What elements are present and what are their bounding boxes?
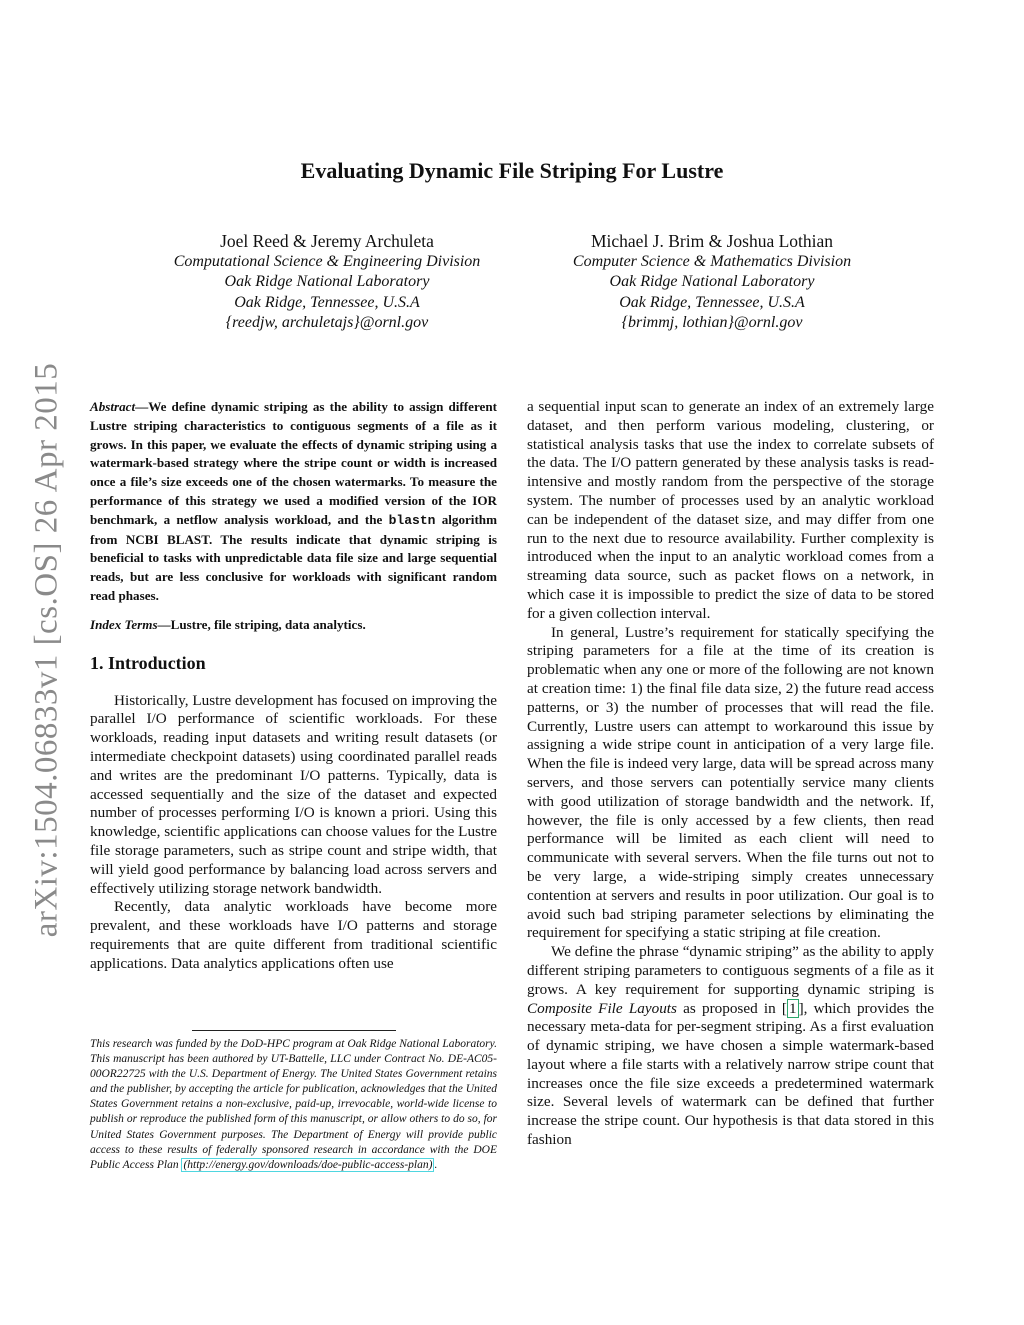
author-names: Michael J. Brim & Joshua Lothian — [590, 231, 834, 251]
abstract-text-b: algorithm from NCBI BLAST. The results indicate that dynamic striping is beneficial to tasks with unpredictable data file size and large sequential reads, but are less conclusive for workloads with significant random read phases. — [90, 511, 497, 603]
paragraph: In general, Lustre’s requirement for statically specifying the striping parameters for a file at the time of its creation is problematic when any one or more of the following are not known at creation time: 1) the final file data size, 2) the future read access patterns, or 3) the number of processes that will read the file. Currently, Lustre users can attempt to workaround this issue by assigning a wide stripe count in anticipation of a very large file. When the file is indeed very large, data will be spread across many servers, and those servers can potentially service many clients with good utilization of storage bandwidth and the network. If, however, the file is only accessed by a few clients, then read performance will be limited as each client will need to communicate with several servers. When the file turns out not to be very large, a wide-striping simply creates unnecessary contention at servers and results in poor utilization. Our goal is to avoid such bad striping parameter selections by eliminating the requirement for specifying a static striping at file creation. — [527, 623, 934, 942]
footnote-text: This research was funded by the DoD-HPC program at Oak Ridge National Laboratory. This manuscript has been authored by UT-Battelle, LLC under Contract No. DE-AC05-00OR22725 with the U.S. Department of Energy. The United States Government retains and the publisher, by accepting the article for publication, acknowledges that the United States Government retains a non-exclusive, paid-up, irrevocable, world-wide license to publish or reproduce the published form of this manuscript, or allow others to do so, for United States Government purposes. The Department of Energy will provide public access to these results of federally sponsored research in accordance with the DOE Public Access Plan — [90, 1038, 497, 1171]
author-division: Computer Science & Mathematics Division — [572, 252, 852, 270]
emphasis: Composite File Layouts — [527, 999, 677, 1017]
paragraph: Recently, data analytic workloads have become more prevalent, and these workloads have I/O patterns and storage requirements that are quite different from traditional scientific applications. Data analytics applications often use — [90, 898, 497, 972]
abstract-text-a: —We define dynamic striping as the ability to assign different Lustre striping characteristics to contiguous segments of a file as it grows. In this paper, we evaluate the effects of dynamic striping using a watermark-based strategy where the stripe count or width is increased once a file’s size exceeds one of the chosen watermarks. To measure the performance of this strategy we used a modified version of the IOR benchmark, a netflow analysis workload, and the — [90, 399, 497, 527]
abstract-code: blastn — [388, 512, 436, 528]
author-division: Computational Science & Engineering Division — [173, 252, 481, 270]
index-terms-label: Index Terms — [90, 616, 158, 632]
index-terms — [90, 616, 497, 635]
author-lab: Oak Ridge National Laboratory — [224, 273, 430, 290]
arxiv-stamp: arXiv:1504.06833v1 [cs.OS] 26 Apr 2015 — [28, 362, 65, 938]
footnote-end: . — [434, 1158, 438, 1171]
abstract — [90, 398, 497, 606]
arxiv-sidebar — [27, 350, 67, 950]
paragraph-part: as proposed in [ — [676, 999, 787, 1017]
right-column — [527, 398, 934, 1150]
paragraph: Historically, Lustre development has focused on improving the parallel I/O performance of scientific workloads. For these workloads, reading input datasets and writing result datasets (or intermediate checkpoint datasets) using coordinated parallel reads and writes are the predominant I/O patterns. Typically, data is accessed sequentially and the size of the dataset and expected number of processes performing I/O is known a priori. Using this knowledge, scientific applications can choose values for the Lustre file storage parameters, such as stripe count and stripe width, that will yield good performance by balancing load across servers and effectively utilizing storage network bandwidth. — [90, 691, 497, 897]
paragraph — [527, 943, 934, 1150]
index-terms-text: —Lustre, file striping, data analytics. — [157, 616, 366, 632]
author-location: Oak Ridge, Tennessee, U.S.A — [234, 293, 420, 311]
paragraph-part: ], which provides the necessary meta-data for per-segment striping. As a first evaluation of dynamic striping, we have chosen a simple watermark-based layout where a file starts with a relatively narrow stripe count that increases once the file size exceeds a predetermined watermark size. Several levels of watermark can be defined that further increase the stripe count. Our hypothesis is that data stored in this fashion — [527, 999, 935, 1149]
author-block-1 — [147, 231, 507, 334]
footnote — [90, 1037, 497, 1173]
author-lab: Oak Ridge National Laboratory — [609, 273, 815, 290]
author-email: {brimmj, lothian}@ornl.gov — [621, 314, 803, 331]
author-location: Oak Ridge, Tennessee, U.S.A — [619, 293, 805, 311]
author-names: Joel Reed & Jeremy Archuleta — [220, 231, 434, 251]
section-heading: 1. Introduction — [90, 652, 206, 673]
author-block-2 — [532, 231, 892, 334]
paragraph: a sequential input scan to generate an index of an extremely large dataset, and then perform various modeling, clustering, or statistical analysis tasks that use the index to correlate subsets of the data. The I/O pattern generated by these analysis tasks is read-intensive and mostly random from the perspective of the storage system. The number of processes used by an analytic workload can be independent of the dataset size, and may differ from one run to the next due to resource availability. Further complexity is introduced when the input to an analytic workload comes from a streaming data source, such as packet flows on a network, in which case it is impossible to predict the size of data to be stored for a given collection interval. — [527, 398, 934, 622]
citation-link[interactable]: 1 — [788, 999, 797, 1017]
paper-title: Evaluating Dynamic File Striping For Lustre — [300, 158, 724, 183]
doe-access-plan-link[interactable]: (http://energy.gov/downloads/doe-public-access-plan) — [183, 1158, 433, 1171]
footnote-rule — [192, 1030, 396, 1031]
abstract-label: Abstract — [90, 399, 136, 414]
author-email: {reedjw, archuletajs}@ornl.gov — [225, 314, 429, 331]
left-column — [90, 398, 497, 974]
paragraph-part: We define the phrase “dynamic striping” as the ability to apply different striping parameters to contiguous segments of a file as it grows. A key requirement for supporting dynamic striping is — [527, 943, 934, 998]
